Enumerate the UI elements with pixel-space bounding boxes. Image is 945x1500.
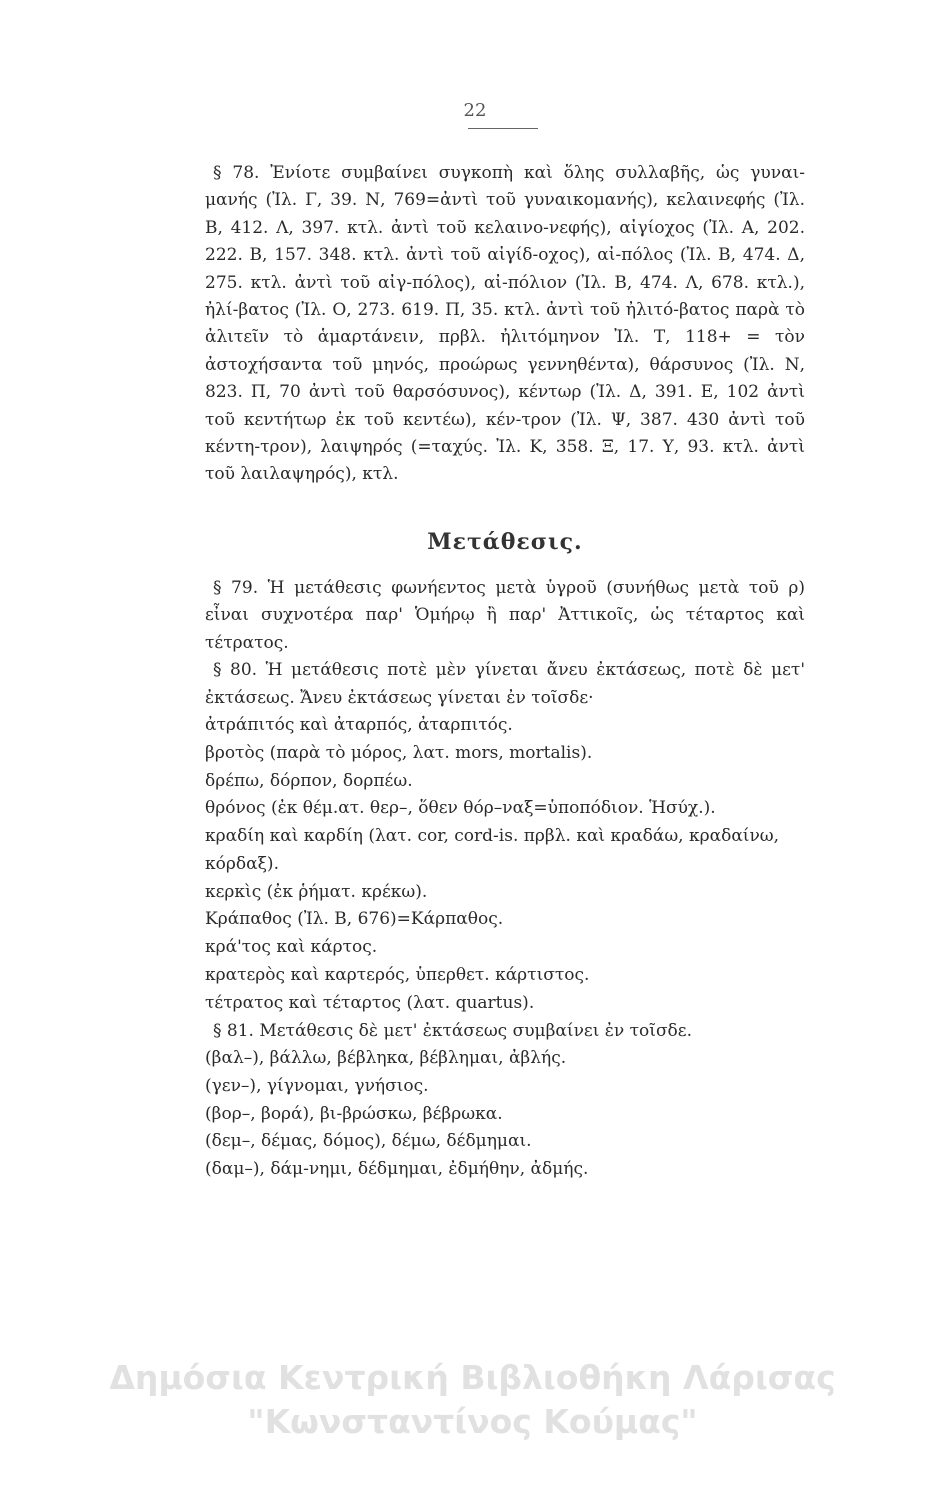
example-item: βροτὸς (παρὰ τὸ μόρος, λατ. mors, mortalis). — [205, 742, 593, 763]
examples-list-81 — [205, 1045, 805, 1184]
example-item: κραδίη καὶ καρδίη (λατ. cor, cord-is. πρβλ. καὶ κραδάω, κραδαίνω, κόρδαξ). — [205, 826, 780, 874]
example-item: δρέπω, δόρπον, δορπέω. — [205, 770, 413, 791]
page-body — [205, 160, 805, 1184]
examples-list-80 — [205, 712, 805, 1018]
section-heading: Μετάθεσις. — [427, 528, 583, 555]
paragraph-81-intro: § 81. Μετάθεσις δὲ μετ' ἐκτάσεως συμβαίνει ἐν τοῖσδε. — [213, 1020, 692, 1041]
page-number: 22 — [463, 100, 487, 121]
example-item: κερκὶς (ἐκ ῥήματ. κρέκω). — [205, 881, 428, 902]
example-item: θρόνος (ἐκ θέμ.ατ. θερ–, ὅθεν θόρ–ναξ=ὑποπόδιον. Ἡσύχ.). — [205, 798, 716, 819]
example-item: (γεν–), γίγνομαι, γνήσιος. — [205, 1075, 429, 1096]
paragraph-79: § 79. Ἡ μετάθεσις φωνήεντος μετὰ ὑγροῦ (συνήθως μετὰ τοῦ ρ) εἶναι συχνοτέρα παρ' Ὁμήρῳ ἢ παρ' Ἀττικοῖς, ὡς τέταρτος καὶ τέτρατος. — [205, 577, 805, 653]
example-item: κρά'τος καὶ κάρτος. — [205, 937, 378, 958]
example-item: (βορ–, βορά), βι-βρώσκω, βέβρωκα. — [205, 1103, 503, 1124]
example-item: (δαμ–), δάμ-νημι, δέδμημαι, ἐδμήθην, ἀδμής. — [205, 1159, 589, 1180]
paragraph-80-intro: § 80. Ἡ μετάθεσις ποτὲ μὲν γίνεται ἄνευ ἐκτάσεως, ποτὲ δὲ μετ' ἐκτάσεως. Ἄνευ ἐκτάσεως γίνεται ἐν τοῖσδε· — [205, 660, 805, 708]
header-rule — [468, 128, 538, 129]
paragraph-78: § 78. Ἐνίοτε συμβαίνει συγκοπὴ καὶ ὅλης συλλαβῆς, ὡς γυναι-μανής (Ἰλ. Γ, 39. Ν, 769=ἀντὶ τοῦ γυναικομανής), κελαινεφής (Ἰλ. Β, 412. Λ, 397. κτλ. ἀντὶ τοῦ κελαινο-νεφής), αἰγίοχος (Ἰλ. Α, 202. 222. Β, 157. 348. κτλ. ἀντὶ τοῦ αἰγίδ-οχος), αἰ-πόλος (Ἰλ. Β, 474. Δ, 275. κτλ. ἀντὶ τοῦ αἰγ-πόλος), αἰ-πόλιον (Ἰλ. Β, 474. Λ, 678. κτλ.), ἠλί-βατος (Ἰλ. Ο, 273. 619. Π, 35. κτλ. ἀντὶ τοῦ ἠλιτό-βατος παρὰ τὸ ἀλιτεῖν τὸ ἁμαρτάνειν, πρβλ. ἠλιτόμηνον Ἰλ. Τ, 118+ = τὸν ἀστοχήσαντα τοῦ μηνός, πρoώρως γεννηθέντα), θάρσυνος (Ἰλ. Ν, 823. Π, 70 ἀντὶ τοῦ θαρσόσυνος), κέντωρ (Ἰλ. Δ, 391. Ε, 102 ἀντὶ τοῦ κεντήτωρ ἐκ τοῦ κεντέω), κέν-τρον (Ἰλ. Ψ, 387. 430 ἀντὶ τοῦ κέντη-τρον), λαιψηρός (=ταχύς. Ἰλ. Κ, 358. Ξ, 17. Υ, 93. κτλ. ἀντὶ τοῦ λαιλαψηρός), κτλ. — [205, 163, 805, 485]
example-item: (δεμ–, δέμας, δόμος), δέμω, δέδμημαι. — [205, 1131, 532, 1152]
example-item: (βαλ–), βάλλω, βέβληκα, βέβλημαι, ἀβλής. — [205, 1048, 567, 1069]
example-item: τέτρατος καὶ τέταρτος (λατ. quartus). — [205, 992, 535, 1013]
library-watermark — [0, 1356, 945, 1444]
example-item: ἀτράπιτός καὶ ἀταρπός, ἀταρπιτός. — [205, 714, 513, 735]
example-item: κρατερὸς καὶ καρτερός, ὑπερθετ. κάρτιστος. — [205, 965, 590, 986]
example-item: Κράπαθος (Ἰλ. Β, 676)=Κάρπαθος. — [205, 909, 504, 930]
watermark-line-1: Δημόσια Κεντρική Βιβλιοθήκη Λάρισας — [109, 1358, 836, 1397]
watermark-line-2: "Κωνσταντίνος Κούμας" — [247, 1402, 698, 1441]
